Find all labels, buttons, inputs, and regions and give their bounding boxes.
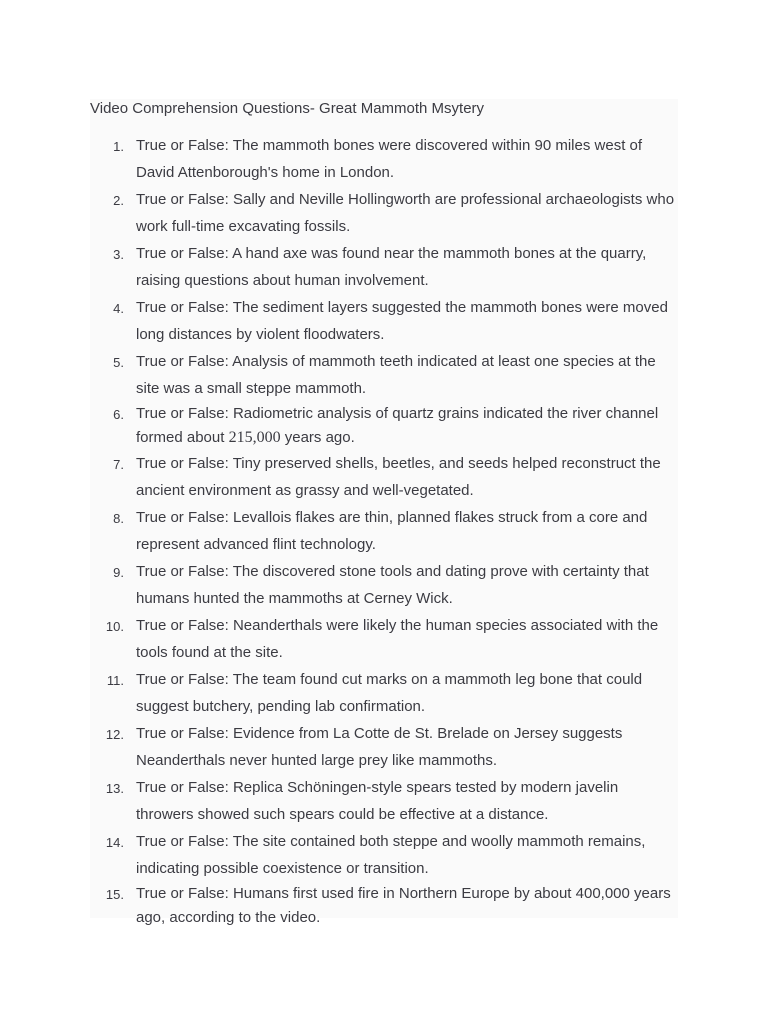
question-text: True or False: The sediment layers suggested the mammoth bones were moved long distances by violent floodwaters.: [136, 299, 668, 343]
question-text: True or False: Replica Schöningen-style spears tested by modern javelin throwers showed such spears could be effective at a distance.: [136, 779, 619, 823]
question-item-7: [90, 450, 678, 504]
question-text: True or False: Levallois flakes are thin, planned flakes struck from a core and represent advanced flint technology.: [136, 509, 648, 553]
question-number: 6.: [113, 407, 124, 422]
question-item-11: [90, 666, 678, 720]
question-number: 8.: [113, 511, 124, 526]
question-item-3: [90, 240, 678, 294]
question-item-10: [90, 612, 678, 666]
question-text: True or False: The site contained both steppe and woolly mammoth remains, indicating possible coexistence or transition.: [136, 833, 646, 877]
question-text: [136, 405, 658, 446]
question-item-9: [90, 558, 678, 612]
question-list: [90, 132, 678, 930]
question-number: 10.: [105, 619, 124, 634]
question-number: 5.: [113, 355, 124, 370]
question-item-6: [90, 402, 678, 450]
question-text: True or False: Humans first used fire in Northern Europe by about 400,000 years ago, according to the video.: [136, 885, 671, 926]
question-number: 14.: [105, 835, 124, 850]
question-number: 11.: [106, 673, 124, 688]
question-item-1: [90, 132, 678, 186]
question-text: True or False: Neanderthals were likely the human species associated with the tools found at the site.: [136, 617, 659, 661]
question-item-15: [90, 882, 678, 930]
question-text: True or False: Sally and Neville Hollingworth are professional archaeologists who work full-time excavating fossils.: [136, 191, 675, 235]
question-text: True or False: Tiny preserved shells, beetles, and seeds helped reconstruct the ancient environment as grassy and well-vegetated.: [136, 455, 661, 499]
question-text: True or False: The team found cut marks on a mammoth leg bone that could suggest butchery, pending lab confirmation.: [136, 671, 643, 715]
question-number: 13.: [105, 781, 124, 796]
question-item-2: [90, 186, 678, 240]
question-number: 12.: [105, 727, 124, 742]
question-number: 7.: [113, 457, 124, 472]
question-text: True or False: A hand axe was found near the mammoth bones at the quarry, raising questions about human involvement.: [136, 245, 647, 289]
question-year-value: 215,000: [228, 429, 281, 446]
document-title: Video Comprehension Questions- Great Mammoth Msytery: [90, 100, 485, 117]
question-number: 9.: [113, 565, 124, 580]
question-text-part: True or False: Radiometric analysis of quartz grains indicated the river channel formed about: [136, 405, 659, 446]
question-number: 1.: [113, 139, 124, 154]
question-item-13: [90, 774, 678, 828]
question-number: 4.: [113, 301, 124, 316]
question-text: True or False: Evidence from La Cotte de St. Brelade on Jersey suggests Neanderthals never hunted large prey like mammoths.: [136, 725, 623, 769]
question-item-14: [90, 828, 678, 882]
question-item-12: [90, 720, 678, 774]
question-item-4: [90, 294, 678, 348]
question-text-part: years ago.: [280, 429, 355, 446]
question-text: True or False: Analysis of mammoth teeth indicated at least one species at the site was a small steppe mammoth.: [136, 353, 656, 397]
question-number: 3.: [113, 247, 124, 262]
question-item-5: [90, 348, 678, 402]
question-number: 2.: [113, 193, 124, 208]
question-item-8: [90, 504, 678, 558]
document-body: [90, 99, 678, 926]
question-text: True or False: The discovered stone tools and dating prove with certainty that humans hunted the mammoths at Cerney Wick.: [136, 563, 649, 607]
question-number: 15.: [105, 887, 124, 902]
question-text: True or False: The mammoth bones were discovered within 90 miles west of David Attenborough's home in London.: [136, 137, 643, 181]
